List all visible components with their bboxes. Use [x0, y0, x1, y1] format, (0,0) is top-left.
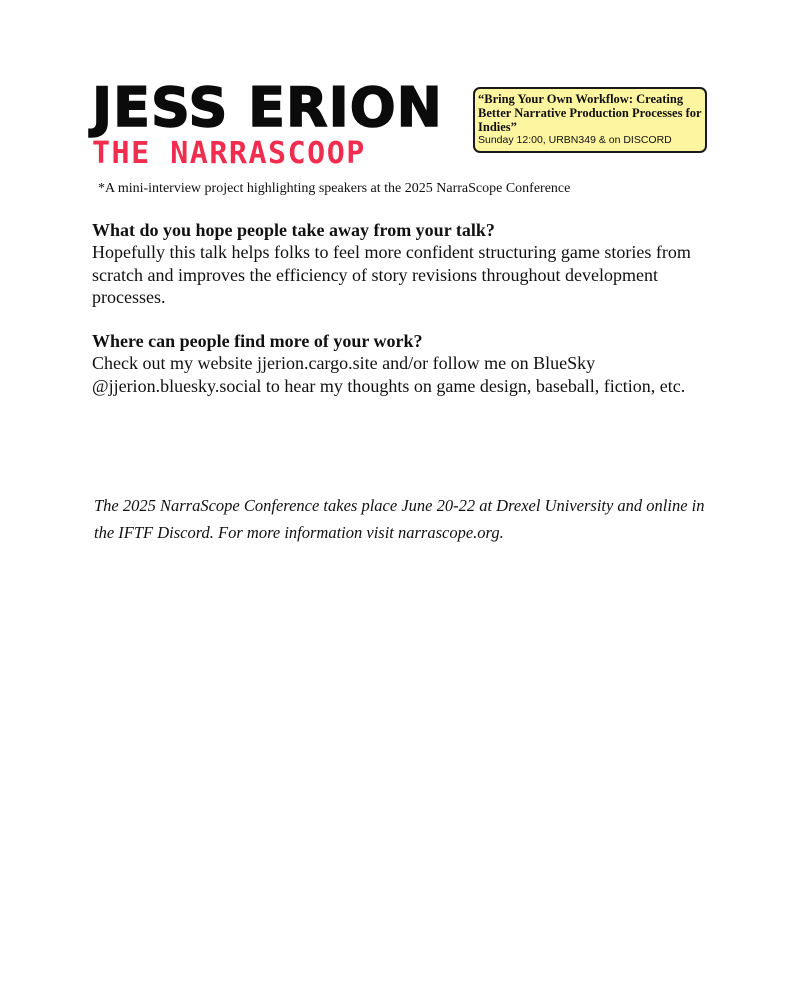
question-takeaway: What do you hope people take away from your talk?: [92, 220, 495, 240]
qa-block-takeaway: [92, 219, 712, 309]
talk-info-box: [473, 87, 707, 153]
conference-info: The 2025 NarraScope Conference takes place June 20-22 at Drexel University and online in the IFTF Discord. For more information visit narrascope.org.: [94, 496, 705, 542]
answer-takeaway: Hopefully this talk helps folks to feel more confident structuring game stories from scratch and improves the efficiency of story revisions throughout development processes.: [92, 242, 691, 307]
series-name: THE NARRASCOOP: [92, 136, 366, 171]
header: [92, 76, 472, 171]
speaker-name: JESS ERION: [92, 76, 443, 139]
qa-block-more-work: [92, 330, 712, 397]
talk-schedule: Sunday 12:00, URBN349 & on DISCORD: [478, 134, 672, 146]
talk-title: “Bring Your Own Workflow: Creating Better Narrative Production Processes for Indies”: [478, 92, 702, 134]
project-footnote: *A mini-interview project highlighting speakers at the 2025 NarraScope Conference: [98, 181, 571, 196]
question-more-work: Where can people find more of your work?: [92, 331, 423, 351]
answer-more-work: Check out my website jjerion.cargo.site and/or follow me on BlueSky @jjerion.bluesky.social to hear my thoughts on game design, baseball, fiction, etc.: [92, 353, 686, 396]
